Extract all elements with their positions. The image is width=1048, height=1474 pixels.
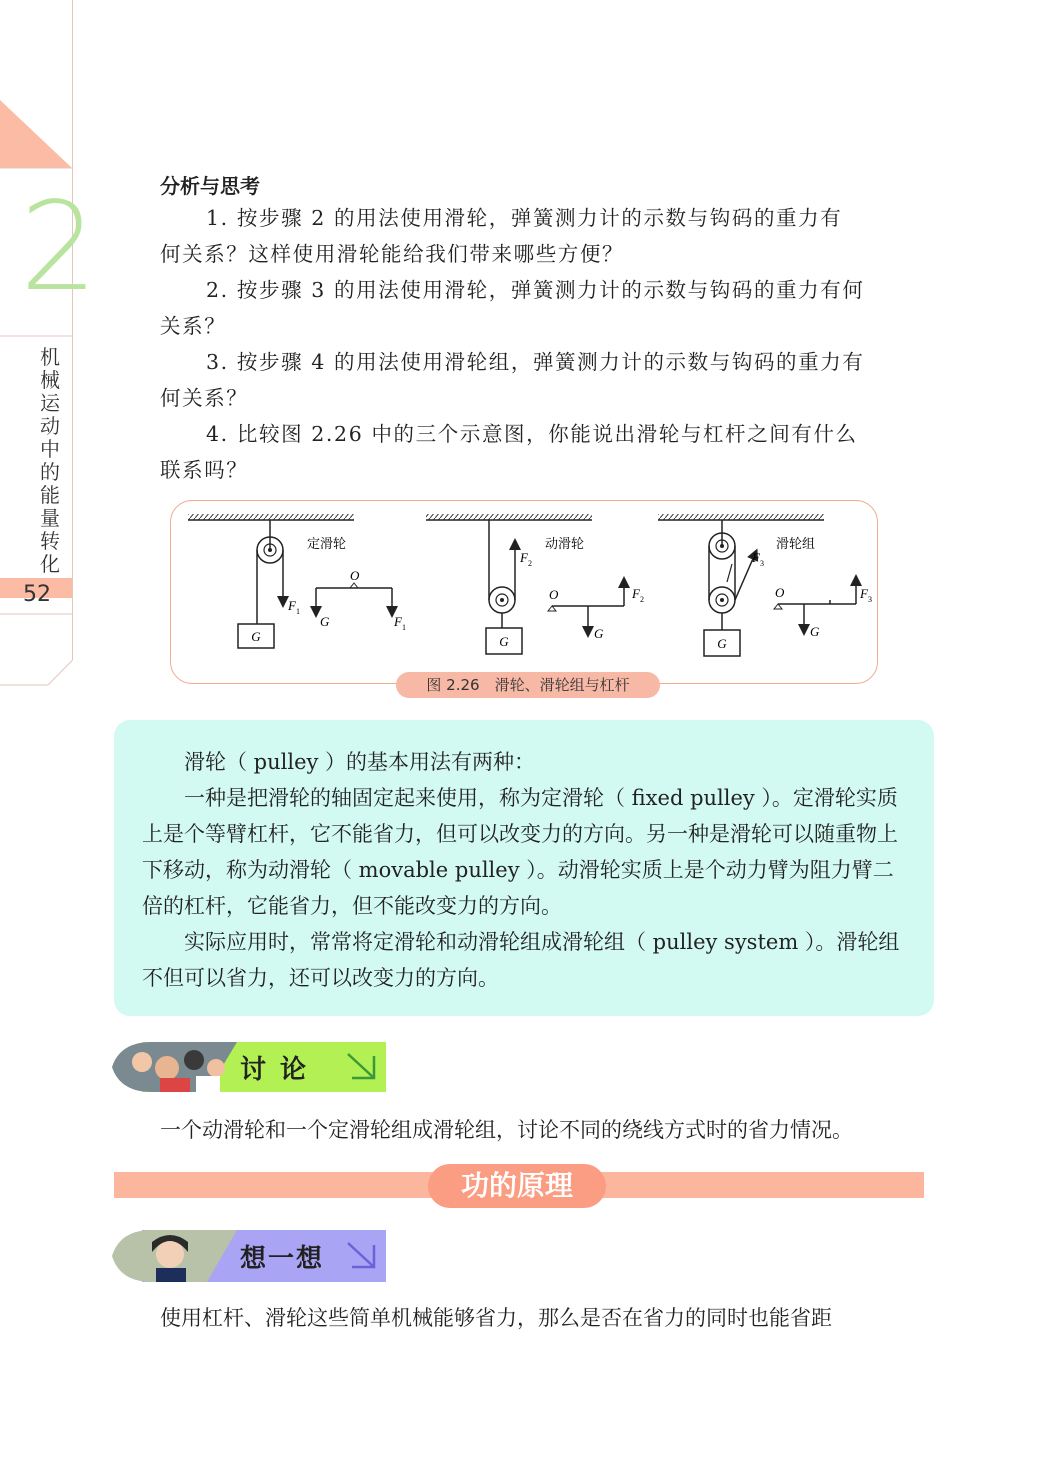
question-2: 2. 按步骤 3 的用法使用滑轮，弹簧测力计的示数与钩码的重力有何 关系？ <box>160 278 865 338</box>
pulley-figure <box>170 500 878 684</box>
question-4: 4. 比较图 2.26 中的三个示意图，你能说出滑轮与杠杆之间有什么 联系吗？ <box>160 422 858 482</box>
svg-text:G: G <box>320 614 330 629</box>
panel3-mass: G <box>717 636 727 651</box>
svg-text:F: F <box>860 586 868 601</box>
svg-text:G: G <box>810 624 820 639</box>
analysis-title: 分析与思考 <box>160 174 260 198</box>
panel2-mass: G <box>499 634 509 649</box>
svg-text:F: F <box>520 550 528 565</box>
chapter-number: 2 <box>20 176 98 318</box>
question-3: 3. 按步骤 4 的用法使用滑轮组，弹簧测力计的示数与钩码的重力有 何关系？ <box>160 350 865 410</box>
svg-text:G: G <box>594 626 604 641</box>
panel1-mass: G <box>251 629 261 644</box>
svg-text:1: 1 <box>296 607 300 616</box>
fixed-pulley-diagram <box>188 514 406 648</box>
svg-text:F: F <box>632 586 640 601</box>
pulley-system-diagram <box>658 514 872 656</box>
svg-text:1: 1 <box>402 623 406 632</box>
movable-pulley-diagram <box>426 514 644 654</box>
panel3-label: 滑轮组 <box>776 537 816 552</box>
section-title: 功的原理 <box>428 1164 606 1208</box>
panel1-label: 定滑轮 <box>307 537 347 552</box>
panel2-pivot: O <box>549 587 559 602</box>
figure-caption: 图 2.26 滑轮、滑轮组与杠杆 <box>396 672 660 698</box>
svg-text:3: 3 <box>760 559 764 568</box>
arrow-down-right-icon <box>344 1239 380 1273</box>
discussion-text: 一个动滑轮和一个定滑轮组成滑轮组，讨论不同的绕线方式时的省力情况。 <box>160 1118 853 1142</box>
svg-text:2: 2 <box>528 559 532 568</box>
think-header <box>112 1230 386 1282</box>
think-label: 想一想 <box>240 1244 325 1274</box>
svg-text:2: 2 <box>640 595 644 604</box>
panel1-pivot: O <box>350 568 360 583</box>
panel2-label: 动滑轮 <box>545 537 585 552</box>
think-text: 使用杠杆、滑轮这些简单机械能够省力，那么是否在省力的同时也能省距 <box>160 1306 832 1330</box>
chapter-title: 机 械 运 动 中 的 能 量 转 化 <box>40 345 60 576</box>
svg-text:F: F <box>394 614 402 629</box>
svg-text:F: F <box>752 550 760 565</box>
info-paragraph-3: 实际应用时，常常将定滑轮和动滑轮组成滑轮组（ pulley system ）。滑轮组不但可以省力，还可以改变力的方向。 <box>142 930 900 990</box>
question-1: 1. 按步骤 2 的用法使用滑轮，弹簧测力计的示数与钩码的重力有 何关系？这样使用滑轮能给我们带来哪些方便？ <box>160 206 843 266</box>
info-paragraph-2: 一种是把滑轮的轴固定起来使用，称为定滑轮（ fixed pulley ）。定滑轮实质上是个等臂杠杆，它不能省力，但可以改变力的方向。另一种是滑轮可以随重物上下移动，称为动滑轮（ movable pulley ）。动滑轮实质上是个动力臂为阻力臂二倍的杠杆，它能省力，但不能改变力的方向。 <box>142 786 898 918</box>
arrow-down-right-icon <box>344 1050 380 1084</box>
discussion-label: 讨论 <box>240 1055 321 1085</box>
panel3-pivot: O <box>775 585 785 600</box>
svg-text:3: 3 <box>868 595 872 604</box>
info-paragraph-1: 滑轮（ pulley ）的基本用法有两种： <box>142 750 536 774</box>
discussion-header <box>112 1042 386 1092</box>
svg-text:F: F <box>288 598 296 613</box>
page-number: 52 <box>23 582 51 607</box>
